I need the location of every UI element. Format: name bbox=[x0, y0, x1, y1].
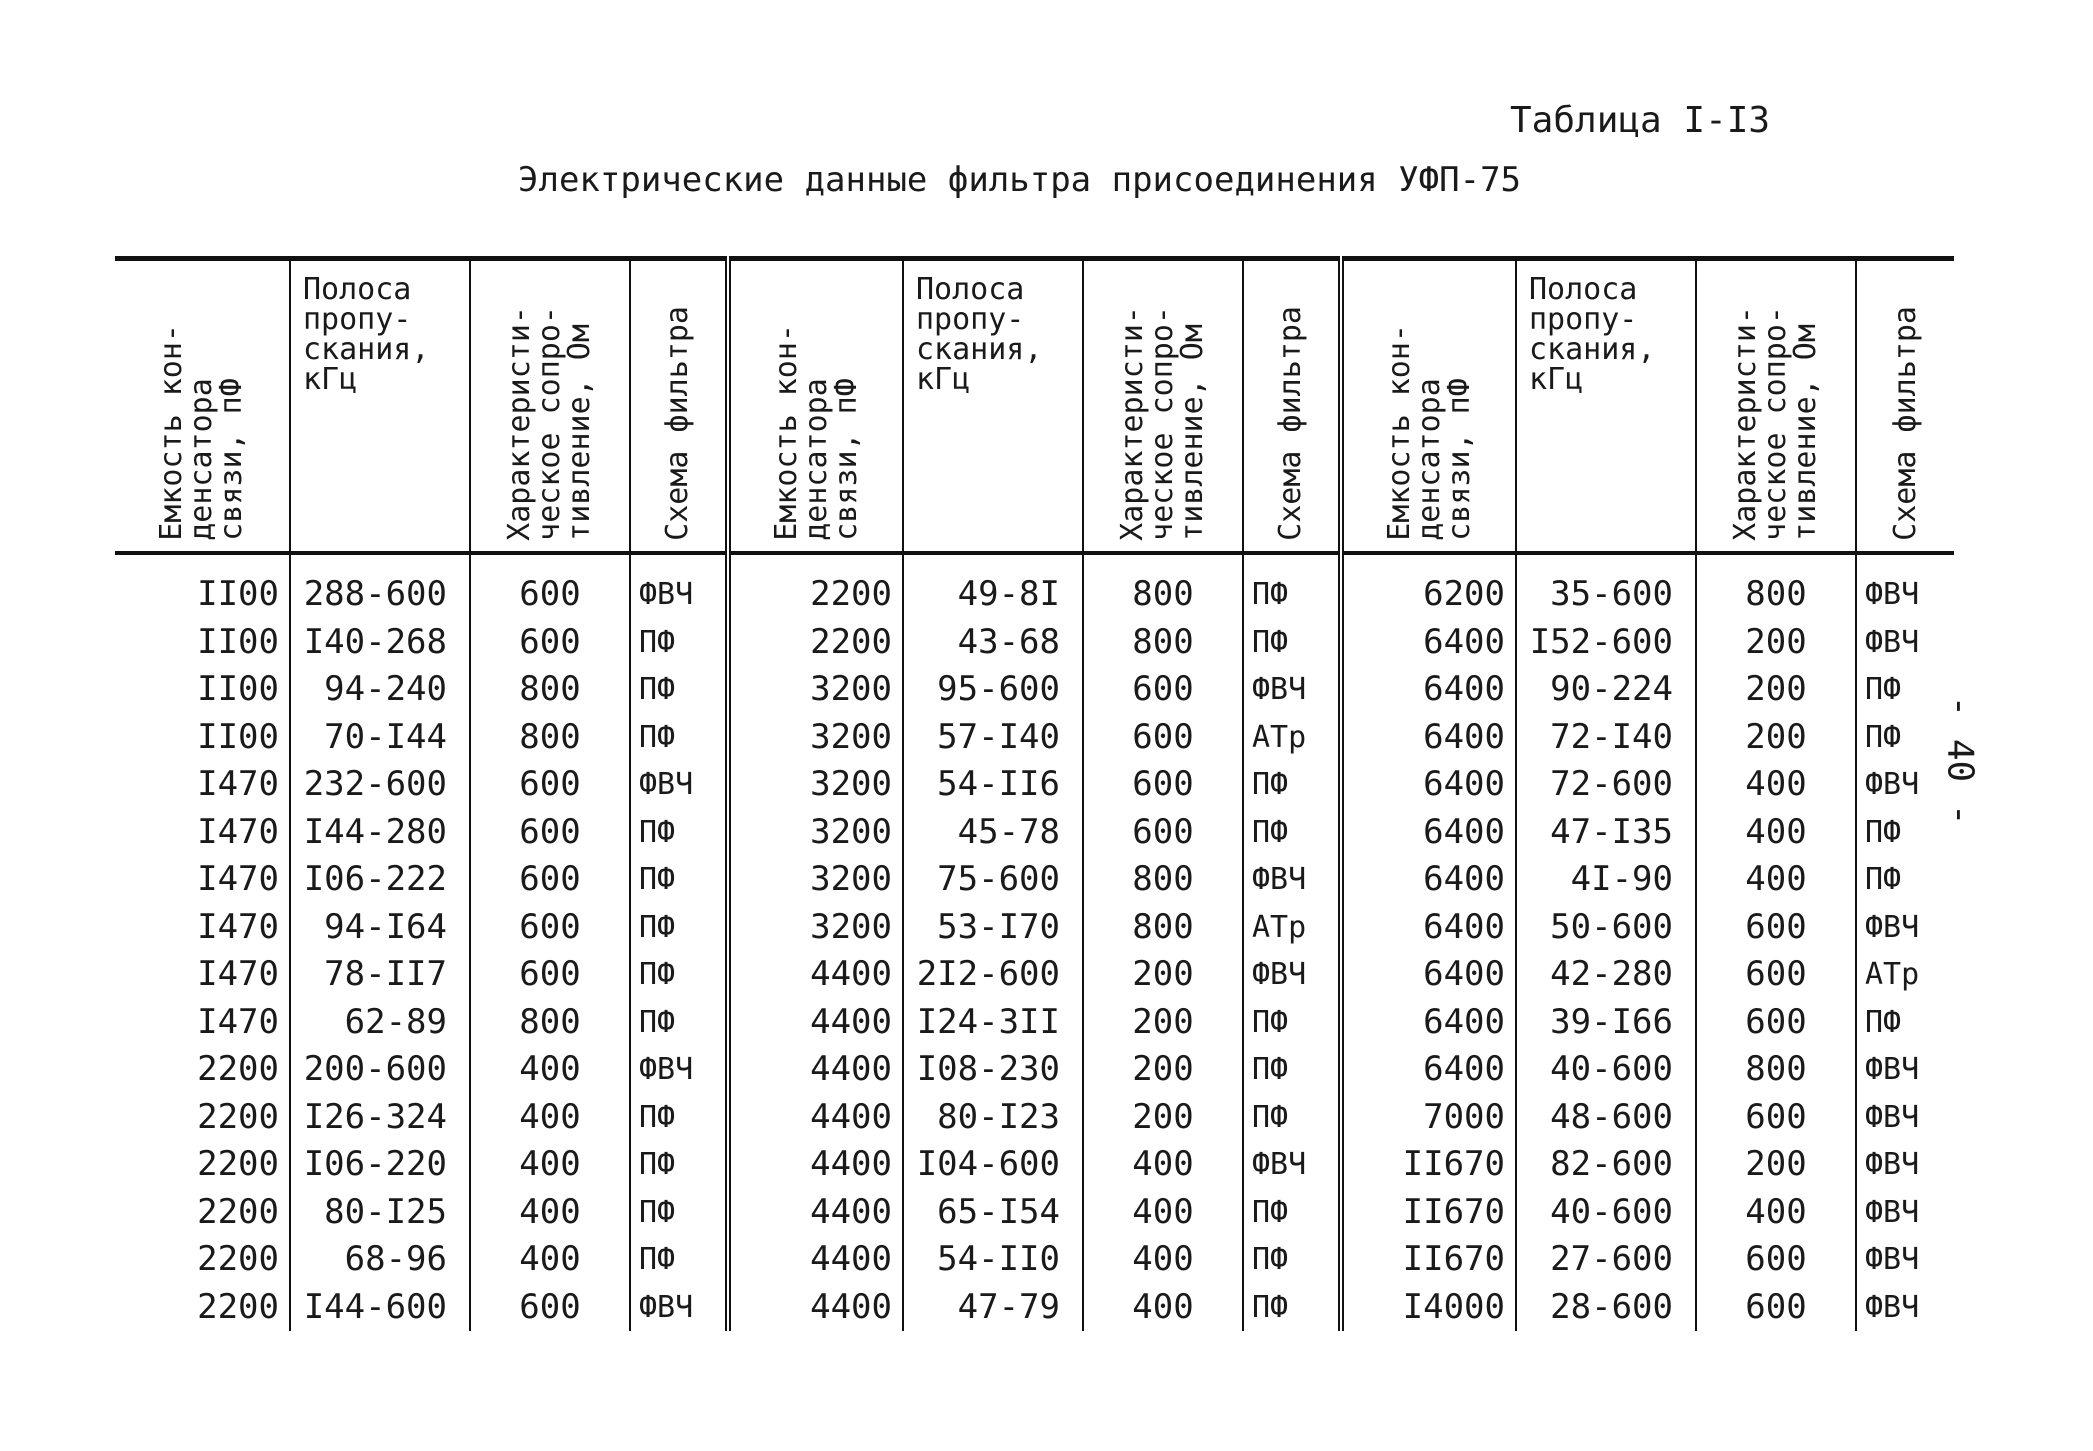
cell-impedance-2: 200 bbox=[1083, 951, 1243, 999]
cell-passband-2: 47-79 bbox=[903, 1284, 1083, 1332]
cell-scheme-2: ФВЧ bbox=[1243, 1141, 1341, 1189]
cell-scheme-3: ФВЧ bbox=[1865, 577, 1920, 613]
cell-impedance-2: 800 bbox=[1083, 904, 1243, 952]
cell-capacitance-2: 4400 bbox=[728, 1094, 903, 1142]
cell-passband-1: 62-89 bbox=[290, 999, 470, 1047]
cell-capacitance-3: I4000 bbox=[1341, 1284, 1516, 1332]
header-capacitance-3: Емкость кон- денсатора связи, пФ bbox=[1341, 259, 1516, 554]
cell-scheme-2: ФВЧ bbox=[1243, 666, 1341, 714]
cell-scheme-1: ПФ bbox=[630, 619, 728, 667]
cell-scheme-2: ПФ bbox=[1243, 1236, 1341, 1284]
cell-passband-1: 200-600 bbox=[290, 1046, 470, 1094]
cell-passband-2: 75-600 bbox=[903, 856, 1083, 904]
cell-passband-2: 53-I70 bbox=[903, 904, 1083, 952]
cell-impedance-3: 400 bbox=[1696, 1189, 1856, 1237]
cell-impedance-1: 400 bbox=[470, 1236, 630, 1284]
cell-scheme-1: ФВЧ bbox=[630, 1284, 728, 1332]
cell-capacitance-1: I470 bbox=[115, 951, 290, 999]
cell-impedance-3: 200 bbox=[1696, 714, 1856, 762]
cell-impedance-2: 400 bbox=[1083, 1236, 1243, 1284]
cell-capacitance-1: 2200 bbox=[115, 1284, 290, 1332]
cell-passband-2: I04-600 bbox=[903, 1141, 1083, 1189]
cell-capacitance-1: II00 bbox=[115, 619, 290, 667]
cell-passband-2: 43-68 bbox=[903, 619, 1083, 667]
cell-capacitance-3: II670 bbox=[1341, 1236, 1516, 1284]
cell-passband-2: 65-I54 bbox=[903, 1189, 1083, 1237]
cell-passband-2: 54-II0 bbox=[903, 1236, 1083, 1284]
cell-impedance-3: 600 bbox=[1696, 951, 1856, 999]
cell-capacitance-1: I470 bbox=[115, 761, 290, 809]
cell-impedance-2: 800 bbox=[1083, 856, 1243, 904]
page-number-text: - 40 - bbox=[1939, 694, 1981, 826]
cell-passband-2: I24-3II bbox=[903, 999, 1083, 1047]
cell-capacitance-3: 6400 bbox=[1341, 666, 1516, 714]
cell-passband-3: 48-600 bbox=[1516, 1094, 1696, 1142]
cell-passband-2: 2I2-600 bbox=[903, 951, 1083, 999]
cell-capacitance-2: 4400 bbox=[728, 999, 903, 1047]
cell-passband-1: I44-280 bbox=[290, 809, 470, 857]
cell-capacitance-2: 4400 bbox=[728, 1046, 903, 1094]
header-scheme-3: Схема фильтра bbox=[1856, 259, 1954, 554]
cell-passband-1: I06-220 bbox=[290, 1141, 470, 1189]
cell-capacitance-2: 3200 bbox=[728, 761, 903, 809]
cell-capacitance-2: 3200 bbox=[728, 714, 903, 762]
cell-impedance-2: 400 bbox=[1083, 1141, 1243, 1189]
table-row bbox=[115, 666, 1954, 714]
cell-capacitance-1: 2200 bbox=[115, 1046, 290, 1094]
cell-impedance-2: 600 bbox=[1083, 761, 1243, 809]
cell-impedance-2: 200 bbox=[1083, 1094, 1243, 1142]
cell-passband-3: 28-600 bbox=[1516, 1284, 1696, 1332]
table-row bbox=[115, 1284, 1954, 1332]
cell-capacitance-1: 2200 bbox=[115, 1141, 290, 1189]
cell-scheme-1: ПФ bbox=[630, 951, 728, 999]
cell-scheme-1: ПФ bbox=[630, 856, 728, 904]
header-impedance-2: Характеристи- ческое сопро- тивление, Ом bbox=[1083, 259, 1243, 554]
cell-capacitance-2: 3200 bbox=[728, 856, 903, 904]
cell-passband-1: I06-222 bbox=[290, 856, 470, 904]
cell-capacitance-3: 6400 bbox=[1341, 619, 1516, 667]
cell-passband-3: 40-600 bbox=[1516, 1189, 1696, 1237]
cell-passband-1: I26-324 bbox=[290, 1094, 470, 1142]
cell-capacitance-1: II00 bbox=[115, 714, 290, 762]
cell-capacitance-2: 4400 bbox=[728, 1141, 903, 1189]
cell-scheme-1: ФВЧ bbox=[630, 1046, 728, 1094]
cell-impedance-3: 600 bbox=[1696, 1094, 1856, 1142]
cell-capacitance-1: II00 bbox=[115, 666, 290, 714]
header-capacitance-1: Емкость кон- денсатора связи, пФ bbox=[115, 259, 290, 554]
cell-impedance-1: 600 bbox=[470, 904, 630, 952]
cell-capacitance-3: 6400 bbox=[1341, 714, 1516, 762]
cell-capacitance-3: 6400 bbox=[1341, 999, 1516, 1047]
cell-impedance-1: 600 bbox=[470, 761, 630, 809]
cell-scheme-2: ПФ bbox=[1243, 1284, 1341, 1332]
cell-capacitance-2: 3200 bbox=[728, 666, 903, 714]
cell-capacitance-1: 2200 bbox=[115, 1189, 290, 1237]
cell-impedance-3: 200 bbox=[1696, 1141, 1856, 1189]
cell-capacitance-1: I470 bbox=[115, 856, 290, 904]
cell-impedance-1: 400 bbox=[470, 1094, 630, 1142]
cell-passband-1: 94-I64 bbox=[290, 904, 470, 952]
table-header bbox=[115, 259, 1954, 554]
cell-impedance-1: 600 bbox=[470, 856, 630, 904]
cell-impedance-3: 400 bbox=[1696, 856, 1856, 904]
cell-passband-3: I52-600 bbox=[1516, 619, 1696, 667]
cell-impedance-2: 800 bbox=[1083, 553, 1243, 619]
cell-scheme-2: ПФ bbox=[1243, 761, 1341, 809]
cell-capacitance-3: 7000 bbox=[1341, 1094, 1516, 1142]
cell-capacitance-3: 6400 bbox=[1341, 809, 1516, 857]
cell-scheme-3: ПФ bbox=[1865, 814, 1902, 850]
cell-passband-3: 50-600 bbox=[1516, 904, 1696, 952]
cell-scheme-3: ПФ bbox=[1865, 1004, 1902, 1040]
cell-impedance-1: 800 bbox=[470, 999, 630, 1047]
cell-scheme-3: ФВЧ bbox=[1865, 624, 1920, 660]
cell-impedance-2: 400 bbox=[1083, 1189, 1243, 1237]
cell-capacitance-1: 2200 bbox=[115, 1094, 290, 1142]
table-row bbox=[115, 809, 1954, 857]
table-row bbox=[115, 1141, 1954, 1189]
cell-impedance-3: 600 bbox=[1696, 999, 1856, 1047]
table-row bbox=[115, 1236, 1954, 1284]
cell-scheme-3: ПФ bbox=[1865, 672, 1902, 708]
cell-capacitance-2: 2200 bbox=[728, 553, 903, 619]
cell-capacitance-3: II670 bbox=[1341, 1141, 1516, 1189]
cell-scheme-1: ПФ bbox=[630, 809, 728, 857]
table-caption: Электрические данные фильтра присоединения УФП-75 bbox=[518, 160, 1522, 200]
cell-passband-2: I08-230 bbox=[903, 1046, 1083, 1094]
cell-capacitance-3: 6200 bbox=[1341, 553, 1516, 619]
cell-scheme-1: ПФ bbox=[630, 714, 728, 762]
cell-capacitance-2: 3200 bbox=[728, 904, 903, 952]
cell-capacitance-1: 2200 bbox=[115, 1236, 290, 1284]
cell-capacitance-2: 4400 bbox=[728, 1284, 903, 1332]
cell-passband-3: 42-280 bbox=[1516, 951, 1696, 999]
cell-impedance-1: 600 bbox=[470, 553, 630, 619]
cell-impedance-2: 600 bbox=[1083, 809, 1243, 857]
cell-passband-3: 39-I66 bbox=[1516, 999, 1696, 1047]
cell-scheme-2: ПФ bbox=[1243, 1046, 1341, 1094]
cell-passband-3: 27-600 bbox=[1516, 1236, 1696, 1284]
cell-impedance-3: 200 bbox=[1696, 666, 1856, 714]
cell-passband-1: 232-600 bbox=[290, 761, 470, 809]
cell-scheme-3: ФВЧ bbox=[1865, 1147, 1920, 1183]
cell-scheme-2: ПФ bbox=[1243, 1094, 1341, 1142]
cell-impedance-3: 600 bbox=[1696, 904, 1856, 952]
cell-scheme-1: ФВЧ bbox=[630, 553, 728, 619]
cell-impedance-1: 600 bbox=[470, 1284, 630, 1332]
cell-impedance-2: 600 bbox=[1083, 714, 1243, 762]
filter-data-table bbox=[115, 256, 1954, 1331]
cell-impedance-3: 400 bbox=[1696, 809, 1856, 857]
cell-passband-1: 68-96 bbox=[290, 1236, 470, 1284]
cell-scheme-1: ПФ bbox=[630, 904, 728, 952]
cell-capacitance-2: 4400 bbox=[728, 951, 903, 999]
cell-impedance-1: 400 bbox=[470, 1189, 630, 1237]
cell-capacitance-3: 6400 bbox=[1341, 904, 1516, 952]
cell-impedance-2: 600 bbox=[1083, 666, 1243, 714]
cell-capacitance-3: 6400 bbox=[1341, 761, 1516, 809]
cell-scheme-3: ФВЧ bbox=[1865, 1242, 1920, 1278]
cell-passband-1: 80-I25 bbox=[290, 1189, 470, 1237]
cell-scheme-1: ПФ bbox=[630, 1236, 728, 1284]
cell-capacitance-1: I470 bbox=[115, 809, 290, 857]
cell-passband-3: 72-600 bbox=[1516, 761, 1696, 809]
cell-scheme-3: ПФ bbox=[1865, 719, 1902, 755]
cell-capacitance-3: 6400 bbox=[1341, 1046, 1516, 1094]
cell-passband-2: 95-600 bbox=[903, 666, 1083, 714]
cell-scheme-3: ФВЧ bbox=[1865, 1289, 1920, 1325]
cell-passband-1: 288-600 bbox=[290, 553, 470, 619]
header-impedance-1: Характеристи- ческое сопро- тивление, Ом bbox=[470, 259, 630, 554]
cell-impedance-2: 800 bbox=[1083, 619, 1243, 667]
table-row bbox=[115, 619, 1954, 667]
cell-scheme-2: ПФ bbox=[1243, 999, 1341, 1047]
cell-impedance-2: 400 bbox=[1083, 1284, 1243, 1332]
table-row bbox=[115, 1046, 1954, 1094]
cell-capacitance-1: I470 bbox=[115, 904, 290, 952]
cell-impedance-1: 400 bbox=[470, 1046, 630, 1094]
table-row bbox=[115, 999, 1954, 1047]
cell-capacitance-1: II00 bbox=[115, 553, 290, 619]
cell-impedance-2: 200 bbox=[1083, 1046, 1243, 1094]
cell-scheme-3: ФВЧ bbox=[1865, 909, 1920, 945]
cell-impedance-3: 800 bbox=[1696, 553, 1856, 619]
cell-scheme-2: ПФ bbox=[1243, 553, 1341, 619]
cell-impedance-1: 800 bbox=[470, 666, 630, 714]
cell-scheme-3: ФВЧ bbox=[1865, 767, 1920, 803]
cell-passband-3: 40-600 bbox=[1516, 1046, 1696, 1094]
cell-passband-3: 47-I35 bbox=[1516, 809, 1696, 857]
cell-impedance-1: 600 bbox=[470, 951, 630, 999]
cell-scheme-2: ПФ bbox=[1243, 809, 1341, 857]
cell-scheme-1: ПФ bbox=[630, 1189, 728, 1237]
cell-passband-3: 90-224 bbox=[1516, 666, 1696, 714]
cell-passband-1: 94-240 bbox=[290, 666, 470, 714]
table-row bbox=[115, 856, 1954, 904]
cell-passband-1: 70-I44 bbox=[290, 714, 470, 762]
cell-scheme-1: ПФ bbox=[630, 1094, 728, 1142]
cell-scheme-1: ПФ bbox=[630, 1141, 728, 1189]
cell-capacitance-3: 6400 bbox=[1341, 856, 1516, 904]
header-capacitance-2: Емкость кон- денсатора связи, пФ bbox=[728, 259, 903, 554]
table-row bbox=[115, 1094, 1954, 1142]
cell-capacitance-2: 2200 bbox=[728, 619, 903, 667]
table-row bbox=[115, 904, 1954, 952]
header-passband-1: Полоса пропу- скания, кГц bbox=[290, 259, 470, 554]
cell-passband-3: 35-600 bbox=[1516, 553, 1696, 619]
cell-scheme-3: ПФ bbox=[1865, 862, 1902, 898]
cell-impedance-1: 400 bbox=[470, 1141, 630, 1189]
cell-passband-1: I44-600 bbox=[290, 1284, 470, 1332]
cell-scheme-3: АТр bbox=[1865, 957, 1920, 993]
cell-impedance-1: 600 bbox=[470, 809, 630, 857]
cell-capacitance-2: 4400 bbox=[728, 1189, 903, 1237]
cell-scheme-2: АТр bbox=[1243, 904, 1341, 952]
cell-passband-2: 54-II6 bbox=[903, 761, 1083, 809]
cell-passband-2: 80-I23 bbox=[903, 1094, 1083, 1142]
cell-scheme-3: ФВЧ bbox=[1865, 1194, 1920, 1230]
header-row bbox=[115, 259, 1954, 554]
header-scheme-2: Схема фильтра bbox=[1243, 259, 1341, 554]
cell-passband-1: I40-268 bbox=[290, 619, 470, 667]
cell-passband-3: 82-600 bbox=[1516, 1141, 1696, 1189]
cell-passband-3: 4I-90 bbox=[1516, 856, 1696, 904]
cell-passband-2: 49-8I bbox=[903, 553, 1083, 619]
header-passband-3: Полоса пропу- скания, кГц bbox=[1516, 259, 1696, 554]
table-row bbox=[115, 1189, 1954, 1237]
header-scheme-1: Схема фильтра bbox=[630, 259, 728, 554]
cell-impedance-1: 600 bbox=[470, 619, 630, 667]
cell-capacitance-2: 3200 bbox=[728, 809, 903, 857]
cell-passband-3: 72-I40 bbox=[1516, 714, 1696, 762]
cell-impedance-3: 400 bbox=[1696, 761, 1856, 809]
cell-passband-1: 78-II7 bbox=[290, 951, 470, 999]
cell-scheme-1: ПФ bbox=[630, 999, 728, 1047]
cell-impedance-1: 800 bbox=[470, 714, 630, 762]
cell-passband-2: 57-I40 bbox=[903, 714, 1083, 762]
table-row bbox=[115, 553, 1954, 619]
cell-capacitance-3: II670 bbox=[1341, 1189, 1516, 1237]
table-number-label: Таблица I-I3 bbox=[1510, 100, 1771, 141]
cell-scheme-3: ФВЧ bbox=[1865, 1099, 1920, 1135]
cell-scheme-2: ПФ bbox=[1243, 1189, 1341, 1237]
cell-impedance-3: 600 bbox=[1696, 1284, 1856, 1332]
cell-scheme-1: ПФ bbox=[630, 666, 728, 714]
cell-scheme-2: АТр bbox=[1243, 714, 1341, 762]
table-row bbox=[115, 951, 1954, 999]
table-row bbox=[115, 761, 1954, 809]
cell-impedance-3: 600 bbox=[1696, 1236, 1856, 1284]
cell-scheme-1: ФВЧ bbox=[630, 761, 728, 809]
table-row bbox=[115, 714, 1954, 762]
cell-impedance-3: 200 bbox=[1696, 619, 1856, 667]
cell-scheme-3: ФВЧ bbox=[1865, 1052, 1920, 1088]
cell-scheme-2: ПФ bbox=[1243, 619, 1341, 667]
header-passband-2: Полоса пропу- скания, кГц bbox=[903, 259, 1083, 554]
cell-capacitance-1: I470 bbox=[115, 999, 290, 1047]
cell-impedance-2: 200 bbox=[1083, 999, 1243, 1047]
cell-capacitance-2: 4400 bbox=[728, 1236, 903, 1284]
cell-passband-2: 45-78 bbox=[903, 809, 1083, 857]
cell-scheme-2: ФВЧ bbox=[1243, 951, 1341, 999]
cell-impedance-3: 800 bbox=[1696, 1046, 1856, 1094]
table-body bbox=[115, 553, 1954, 1331]
cell-scheme-2: ФВЧ bbox=[1243, 856, 1341, 904]
cell-capacitance-3: 6400 bbox=[1341, 951, 1516, 999]
header-impedance-3: Характеристи- ческое сопро- тивление, Ом bbox=[1696, 259, 1856, 554]
